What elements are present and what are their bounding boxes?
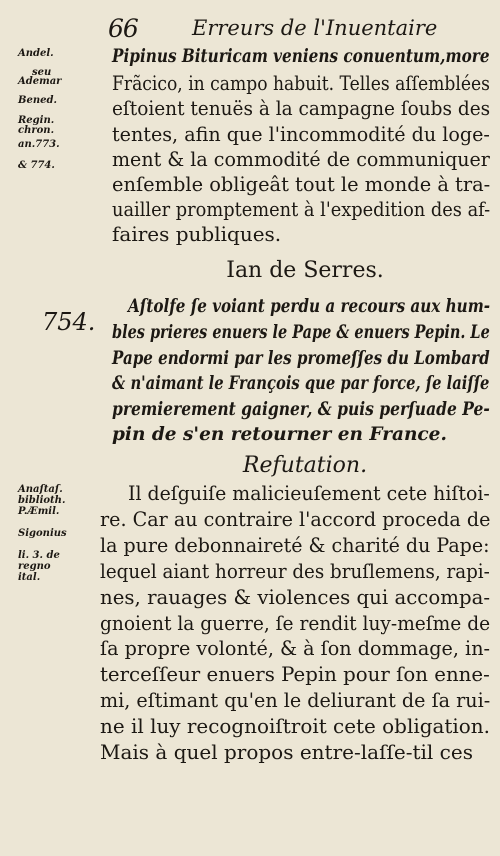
margin-note: ital. xyxy=(18,572,41,583)
text-line: gnoient la guerre, ſe rendit luy-meſme de xyxy=(100,611,491,635)
text-line: eſtoient tenuës à la campagne ſoubs des xyxy=(112,96,491,120)
text-line: premierement gaigner, & puis perſuade Pe- xyxy=(112,399,490,420)
margin-note: Sigonius xyxy=(18,528,67,539)
margin-note: Regin. xyxy=(18,115,55,126)
margin-note: seu xyxy=(32,67,52,78)
running-title: Erreurs de l'Inuentaire xyxy=(192,16,438,40)
section-heading: Ian de Serres. xyxy=(226,258,384,283)
text-line: Aſtolfe ſe voiant perdu a recours aux hum- xyxy=(128,296,491,317)
text-line: Pipinus Bituricam veniens conuentum,more xyxy=(112,46,490,67)
margin-note: Anaſtaſ. xyxy=(18,484,63,495)
margin-notes-top xyxy=(18,48,102,174)
text-line: pin de s'en retourner en France. xyxy=(112,424,447,445)
text-line: Mais à quel propos entre-laſſe-til ces xyxy=(100,740,473,764)
text-line: Frãcico, in campo habuit. Telles aſſemblées xyxy=(112,71,490,95)
margin-note: Ademar xyxy=(18,76,62,87)
text-line: mi, eſtimant qu'en le deliurant de ſa rui- xyxy=(100,688,491,712)
text-line: tentes, afin que l'incommodité du loge- xyxy=(112,122,490,146)
year-marker: 754. xyxy=(42,308,96,336)
margin-note: & 774. xyxy=(18,160,55,171)
text-line: & n'aimant le François que par force, ſe laiſſe xyxy=(112,373,490,394)
text-line: la pure debonnaireté & charité du Pape: xyxy=(100,533,490,557)
page-header xyxy=(108,14,498,44)
text-line: bles prieres enuers le Pape & enuers Pepin. Le xyxy=(112,322,490,343)
margin-notes-bottom xyxy=(18,484,102,583)
text-line: re. Car au contraire l'accord proceda de xyxy=(100,507,491,531)
margin-note: li. 3. de xyxy=(18,550,60,561)
text-line: lequel aiant horreur des bruſlemens, rapi- xyxy=(100,559,490,583)
margin-note: regno xyxy=(18,561,51,572)
text-line: ſa propre volonté, & à ſon dommage, in- xyxy=(100,636,491,660)
text-line: terceſſeur enuers Pepin pour ſon enne- xyxy=(100,662,490,686)
text-line: nes, rauages & violences qui accompa- xyxy=(100,585,491,609)
margin-note: P.Æmil. xyxy=(18,506,60,517)
margin-note: Bened. xyxy=(18,95,57,106)
text-line: enſemble obligeât tout le monde à tra- xyxy=(112,172,491,196)
margin-note: Andel. xyxy=(18,48,54,59)
text-line: ment & la commodité de communiquer xyxy=(112,147,490,171)
text-line: uailler promptement à l'expedition des af- xyxy=(112,197,491,221)
margin-note: biblioth. xyxy=(18,495,66,506)
text-line: Il deſguiſe malicieuſement cete hiſtoi- xyxy=(128,481,490,505)
text-line: Pape endormi par les promeſſes du Lombard xyxy=(112,348,490,369)
section-heading: Refutation. xyxy=(242,453,368,478)
text-line: ne il luy recognoiſtroit cete obligation. xyxy=(100,714,490,738)
page-number: 66 xyxy=(108,14,138,43)
margin-note: an.773. xyxy=(18,139,60,150)
text-line: faires publiques. xyxy=(112,222,282,246)
margin-note: chron. xyxy=(18,125,55,136)
